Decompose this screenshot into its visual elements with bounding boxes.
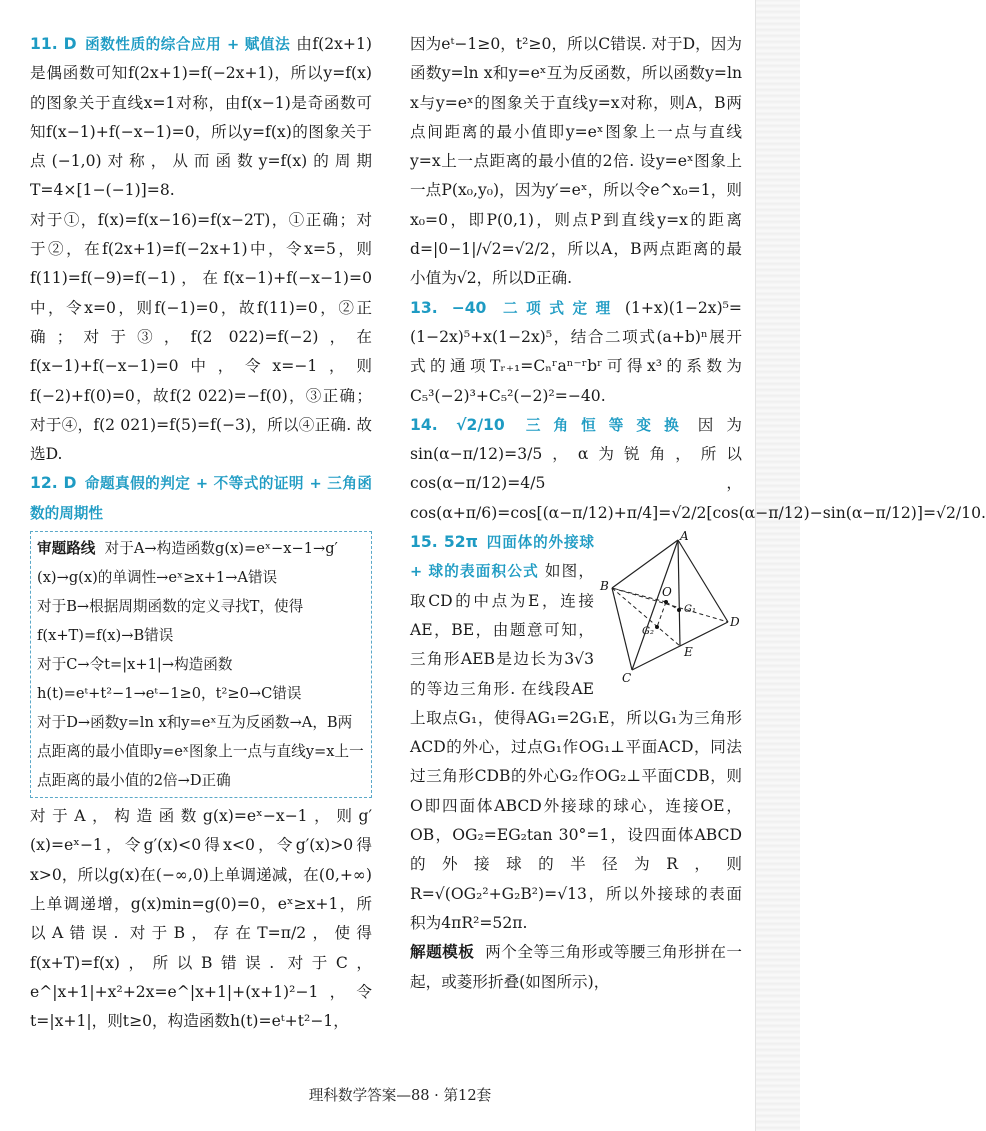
q15-text: 如图，取CD的中点为E，连接AE，BE，由题意可知，三角形AEB是边长为3√3的等边三角形. 在线段AE上取点G₁，使得AG₁=2G₁E，所以G₁为三角形ACD的外心，过点G₁作OG₁⊥平面ACD，同法过三角形CDB的外心G₂作OG₂⊥平面CDB，则O即四面体ABCD外接球的球心，连接OE，OB，OG₂=EG₂tan 30°=1，设四面体ABCD的外接球的半径为R，则R=√(OG₂²+G₂B²)=√13，所以外接球的表面积为4πR²=52π. bbox=[410, 562, 742, 932]
right-column bbox=[410, 30, 986, 997]
q13-number: 13. −40 bbox=[410, 298, 487, 317]
label-b: B bbox=[600, 579, 609, 594]
route-line-d: 对于D→函数y=ln x和y=eˣ互为反函数→A，B两点距离的最小值即y=eˣ图象上一点与直线y=x上一点距离的最小值的2倍→D正确 bbox=[37, 714, 364, 790]
q13-text: (1+x)(1−2x)⁵=(1−2x)⁵+x(1−2x)⁵，结合二项式(a+b)ⁿ展开式的通项Tᵣ₊₁=Cₙʳaⁿ⁻ʳbʳ可得x³的系数为C₅³(−2)³+C₅²(−2)²=−40. bbox=[410, 298, 742, 405]
q13-topic: 二项式定理 bbox=[494, 299, 619, 317]
q11-para-1: 由f(2x+1)是偶函数可知f(2x+1)=f(−2x+1)，所以y=f(x)的图象关于直线x=1对称，由f(x−1)是奇函数可知f(x−1)+f(−x−1)=0，所以y=f(x)的图象关于点(−1,0)对称，从而函数y=f(x)的周期T=4×[1−(−1)]=8. bbox=[30, 35, 372, 200]
page-binding-edge bbox=[755, 0, 800, 1131]
q12-continuation: 因为eᵗ−1≥0，t²≥0，所以C错误. 对于D，因为函数y=ln x和y=eˣ互为反函数，所以函数y=ln x与y=eˣ的图象关于直线y=x对称，则A，B两点间距离的最小值即y=eˣ图象上一点与直线y=x上一点距离的最小值的2倍. 设y=eˣ图象上一点P(x₀,y₀)，因为y′=eˣ，所以令e^x₀=1，则x₀=0，即P(0,1)，则点P到直线y=x的距离d=|0−1|/√2=√2/2，所以A，B两点距离的最小值为√2，所以D正确. bbox=[410, 35, 742, 288]
tetrahedron-figure bbox=[600, 530, 742, 684]
solution-template bbox=[410, 938, 742, 997]
q15-topic: 四面体的外接球 + 球的表面积公式 bbox=[410, 534, 594, 581]
q11-number: 11. D bbox=[30, 35, 77, 53]
point-g2 bbox=[655, 625, 659, 629]
q12-number: 12. D bbox=[30, 474, 77, 493]
route-line-a: 审题路线 对于A→构造函数g(x)=eˣ−x−1→g′(x)→g(x)的单调性→eˣ≥x+1→A错误 bbox=[37, 540, 338, 587]
q14-topic: 三角恒等变换 bbox=[512, 416, 692, 434]
label-g2: G₂ bbox=[642, 626, 654, 638]
label-d: D bbox=[730, 615, 740, 630]
point-o bbox=[664, 600, 668, 604]
q14-text: 因为sin(α−π/12)=3/5，α为锐角，所以cos(α−π/12)=4/5，cos(α+π/6)=cos[(α−π/12)+π/4]=√2/2[cos(α−π/12)−sin(α−π/12)]=√2/10. bbox=[410, 415, 986, 522]
q14-block bbox=[410, 411, 986, 528]
q11-block bbox=[30, 30, 372, 206]
point-g1 bbox=[677, 608, 681, 612]
label-g1: G₁ bbox=[684, 604, 696, 616]
edge-ab bbox=[612, 540, 678, 588]
q15-block bbox=[410, 528, 742, 938]
template-title: 解题模板 bbox=[410, 943, 475, 962]
q11-para-2: 对于①，f(x)=f(x−16)=f(x−2T)，①正确；对于②，在f(2x+1)=f(−2x+1)中，令x=5，则f(11)=f(−9)=f(−1)，在f(x−1)+f(−x−1)=0中，令x=0，则f(−1)=0，故f(11)=0，②正确；对于③，f(2 022)=f(−2)，在f(x−1)+f(−x−1)=0中，令x=−1，则f(−2)+f(0)=0，故f(2 022)=−f(0)，③正确；对于④，f(2 021)=f(5)=f(−3)，所以④正确. 故选D. bbox=[30, 210, 372, 464]
q11-topic: 函数性质的综合应用 + 赋值法 bbox=[84, 36, 291, 53]
q12-solution: 对于A，构造函数g(x)=eˣ−x−1，则g′(x)=eˣ−1，令g′(x)<0得x<0，令g′(x)>0得x>0，所以g(x)在(−∞,0)上单调递减，在(0,+∞)上单调递增，g(x)min=g(0)=0，eˣ≥x+1，所以A错误. 对于B，存在T=π/2，使得f(x+T)=f(x)，所以B错误. 对于C，e^|x+1|+x²+2x=e^|x+1|+(x+1)²−1，令t=|x+1|，则t≥0，构造函数h(t)=eᵗ+t²−1， bbox=[30, 807, 372, 1031]
label-o: O bbox=[662, 585, 672, 600]
route-title: 审题路线 bbox=[37, 540, 96, 558]
route-line-b: 对于B→根据周期函数的定义寻找T，使得f(x+T)=f(x)→B错误 bbox=[37, 598, 304, 645]
q12-topic: 命题真假的判定 + 不等式的证明 + 三角函数的周期性 bbox=[30, 475, 373, 522]
tetrahedron-svg bbox=[600, 530, 742, 684]
q13-block bbox=[410, 294, 742, 411]
page-footer: 理科数学答案—88 · 第12套 bbox=[308, 1087, 492, 1104]
label-a: A bbox=[680, 529, 689, 544]
q12-header bbox=[30, 469, 372, 528]
segment-ae bbox=[678, 540, 680, 646]
label-e: E bbox=[684, 645, 693, 660]
label-c: C bbox=[622, 671, 632, 686]
route-box bbox=[30, 531, 372, 798]
route-line-c: 对于C→令t=|x+1|→构造函数h(t)=eᵗ+t²−1→eᵗ−1≥0，t²≥0→C错误 bbox=[37, 656, 302, 703]
q14-number: 14. √2/10 bbox=[410, 415, 505, 434]
q15-number: 15. 52π bbox=[410, 533, 478, 552]
edge-bc bbox=[612, 588, 632, 670]
left-column bbox=[30, 30, 372, 1036]
segment-og1 bbox=[666, 602, 679, 610]
segment-og2 bbox=[657, 602, 666, 627]
template-text: 两个全等三角形或等腰三角形拼在一起，或菱形折叠(如图所示)， bbox=[410, 943, 742, 991]
